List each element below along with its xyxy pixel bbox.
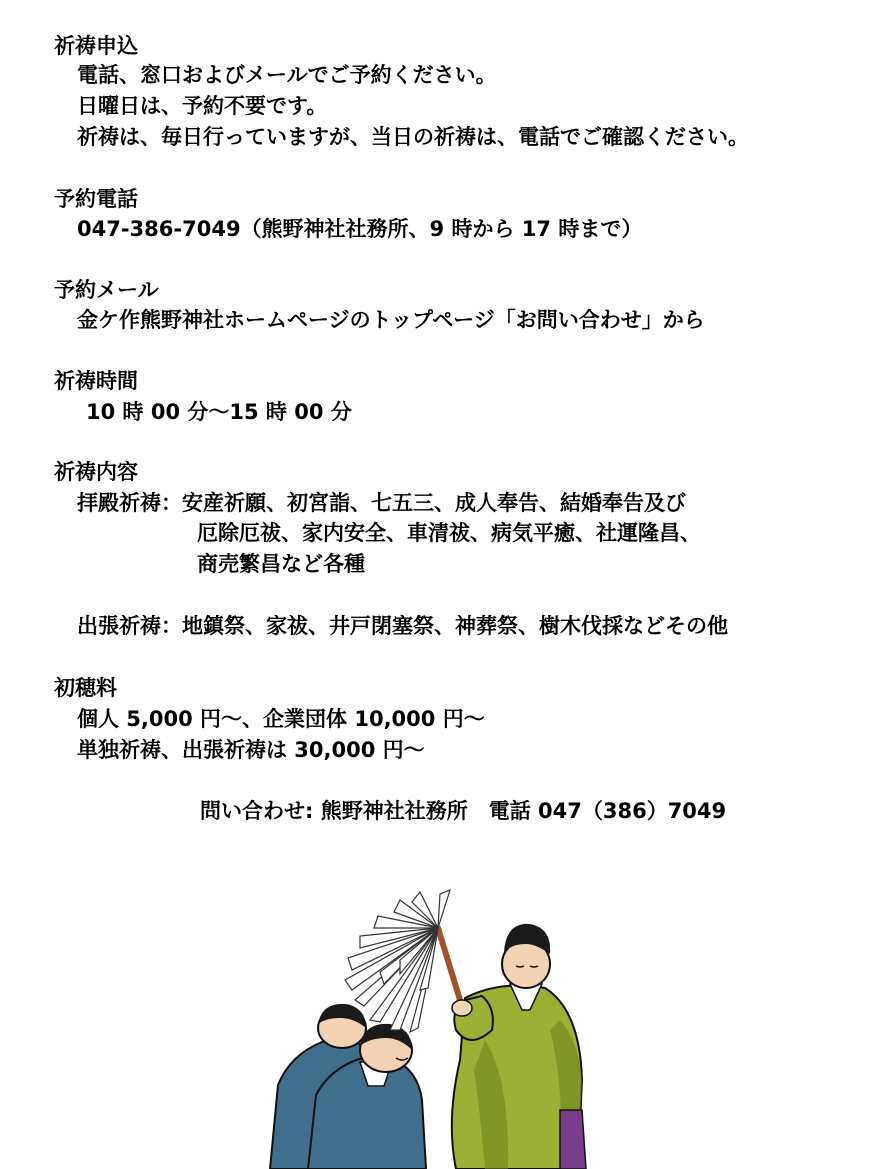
fee-line-2: 単独祈祷、出張祈祷は 30,000 円～ bbox=[77, 738, 425, 762]
hours-line: 10 時 00 分～15 時 00 分 bbox=[86, 400, 352, 424]
haiden-line-3: 商売繁昌など各種 bbox=[197, 552, 365, 576]
haiden-line-2: 厄除厄祓、家内安全、車清祓、病気平癒、社運隆昌、 bbox=[197, 521, 701, 545]
fee-line-1: 個人 5,000 円～、企業団体 10,000 円～ bbox=[77, 707, 485, 731]
heading-application: 祈祷申込 bbox=[54, 34, 138, 58]
priest-purification-icon bbox=[260, 880, 620, 1169]
heading-mail: 予約メール bbox=[54, 278, 159, 302]
mail-line: 金ケ作熊野神社ホームページのトップページ「お問い合わせ」から bbox=[77, 308, 705, 332]
heading-hours: 祈祷時間 bbox=[54, 369, 138, 393]
heading-phone: 予約電話 bbox=[54, 187, 138, 211]
haiden-line-1: 拝殿祈祷：安産祈願、初宮詣、七五三、成人奉告、結婚奉告及び bbox=[77, 491, 686, 515]
contact-line: 問い合わせ: 熊野神社社務所 電話 047（386）7049 bbox=[200, 799, 727, 823]
heading-content: 祈祷内容 bbox=[54, 460, 138, 484]
application-line-1: 電話、窓口およびメールでご予約ください。 bbox=[77, 63, 497, 87]
phone-line: 047-386-7049（熊野神社社務所、9 時から 17 時まで） bbox=[77, 217, 643, 241]
application-line-3: 祈祷は、毎日行っていますが、当日の祈祷は、電話でご確認ください。 bbox=[77, 125, 749, 149]
heading-fee: 初穂料 bbox=[54, 676, 117, 700]
shutcho-line: 出張祈祷：地鎮祭、家祓、井戸閉塞祭、神葬祭、樹木伐採などその他 bbox=[77, 614, 728, 638]
application-line-2: 日曜日は、予約不要です。 bbox=[77, 94, 328, 118]
